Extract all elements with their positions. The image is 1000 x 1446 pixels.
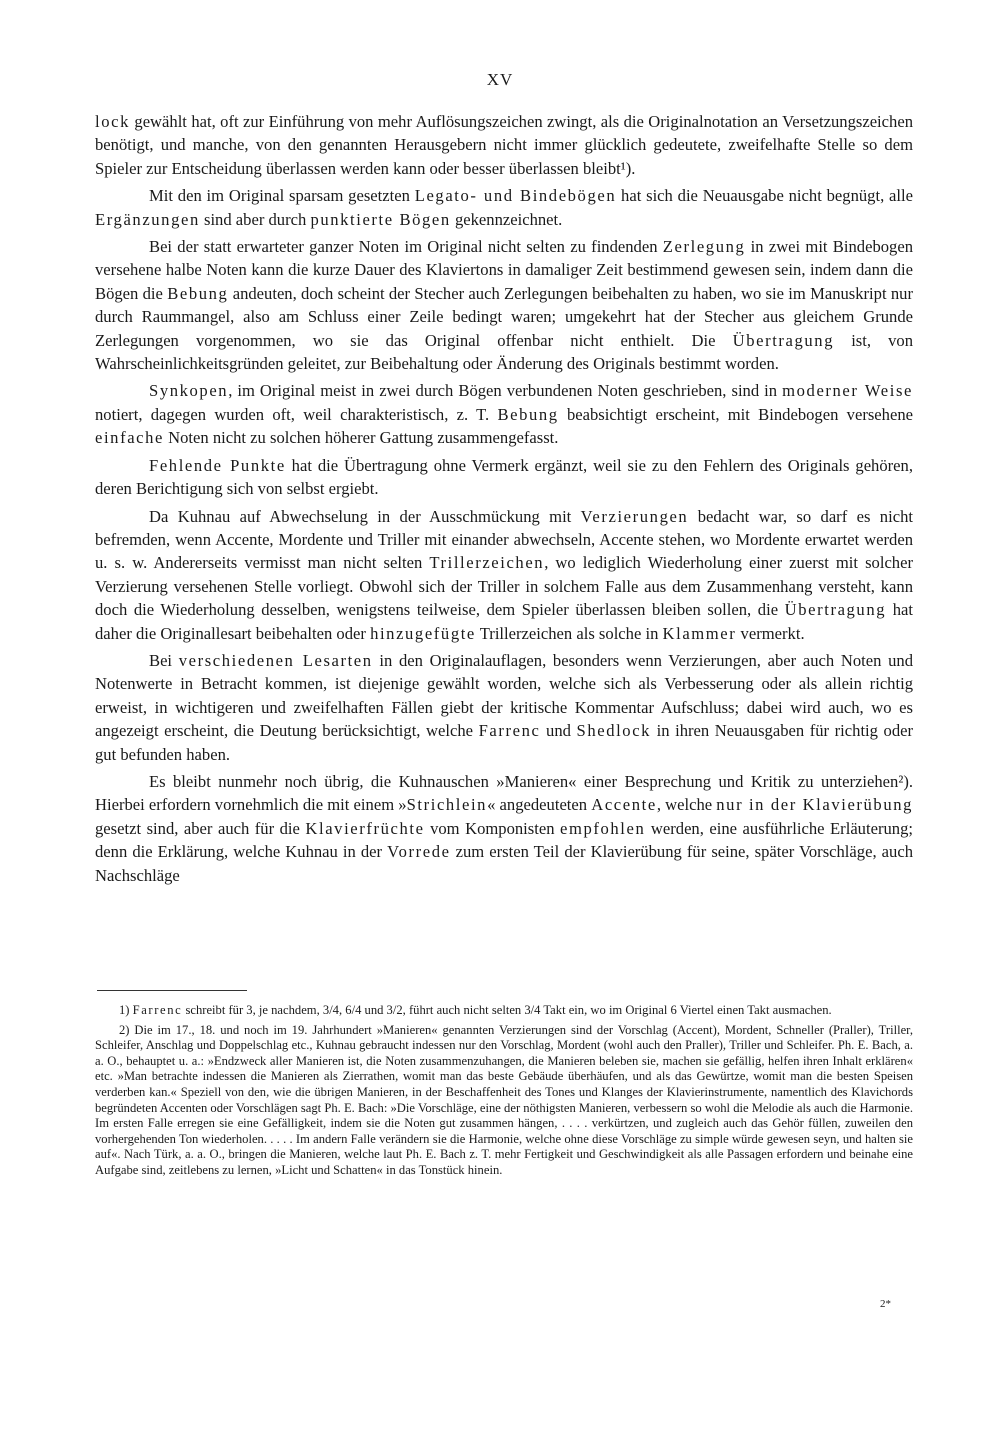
text-run: gesetzt sind, aber auch für die [95,818,306,838]
page-number: XV [486,70,514,89]
paragraph [95,379,913,449]
spaced-emphasis-text: verschiedenen Lesarten [178,650,373,670]
text-run: « angedeuteten [487,795,592,815]
text-run: in den Originalauflagen, besonders wenn Verzierungen, aber auch Noten und Notenwerte in Betracht kommen, ist diejenige gewählt worden, welche sich als Verbesserung oder als allein richtig erweist, in wichtigeren und zweifelhaften Fällen giebt der kritische Kommentar Aufschluss; dabei wird auch, wo es angezeigt erscheint, die Deutung berücksichtigt, welche [95,650,914,741]
text-run: werden, eine ausführliche Erläuterung; denn die Erklärung, welche Kuhnau in der [95,818,913,862]
spaced-emphasis-text: nur in der Klavierübung [716,795,914,815]
paragraph [95,110,913,180]
text-run: hat daher die Originallesart beibehalten oder [95,600,913,643]
text-run: 2) Die im 17., 18. und noch im 19. Jahrhundert »Manieren« genannten Verzierungen sind der Vorschlag (Accent), Mordent, Schneller (Praller), Triller, Schleifer, Anschlag und Doppelschlag etc., Kuhnau gebraucht indessen nur den Vorschlag, Mordent (wohl auch den Praller), Triller und Schleifer. Ph. E. Bach, a. a. O., behauptet u. a.: »Endzweck aller Manieren ist, die Noten zusammenzuhangen, die Manieren beleben sie, machen sie gefällig, helfen ihren Inhalt erklären« etc. »Man betrachte indessen die Manieren als Zierrathen, womit man das beste Gebäude überhäufen, und als das Gewürtze, womit man die besten Speisen verderben kan.« Speziell von den, wie die übrigen Manieren, in der Beschaffenheit des Tones und Klanges der Klavierinstrumente, namentlich des Klavichords begründeten Accenten oder Vorschlägen sagt Ph. E. Bach: »Die Vorschläge, eine der nöthigsten Manieren, verbessern so wohl die Melodie als auch die Harmonie. Im ersten Falle erregen sie eine Gefälligkeit, indem sie die Noten gut zusammen hängen, . . . . verkürtzen, und zugleich auch das Gehör füllen, zuweilen den vorhergehenden Ton wiederholen. . . . . Im andern Falle verändern sie die Harmonie, welche ohne diese Vorschläge zu simple würde gewesen seyn, und halten sie auf«. Nach Türk, a. a. O., bringen die Manieren, welche laut Ph. E. Bach z. T. mehr Fertigkeit und Geschwindigkeit als alle Passagen erfordern und beinahe eine Aufgabe sind, zeitlebens zu lernen, »Licht und Schatten« in das Tonstück hinein. [95,1022,913,1177]
text-run: ist, von Wahrscheinlichkeitsgründen geleitet, zur Beibehaltung oder Änderung des Originals bestimmt worden. [95,330,914,374]
text-run: Trillerzeichen als solche in [475,623,663,643]
footnotes [95,1003,913,1183]
paragraph [95,649,913,766]
spaced-emphasis-text: Strichlein [406,795,488,815]
text-run: Es bleibt nunmehr noch übrig, die Kuhnauschen »Manieren« einer Besprechung und Kritik zu unterziehen²). Hierbei erfordern vornehmlich die mit einem » [95,771,913,815]
paragraph [95,184,913,231]
paragraph [95,235,913,375]
spaced-emphasis-text: Vorrede [387,842,451,862]
paragraph [95,454,913,501]
paragraph [95,770,913,887]
spaced-emphasis-text: punktierte Bögen [310,209,451,229]
spaced-emphasis-text: Verzierungen [580,506,689,526]
text-run: sind aber durch [199,209,311,229]
text-run: andeuten, doch scheint der Stecher auch Zerlegungen beibehalten zu haben, wo sie im Manuskript nur durch Raummangel, also am Schluss einer Zeile bedingt waren; umgekehrt hat der Stecher aus gleichem Grunde Zerlegungen vorgenommen, wo sie das Original offenbar nicht enthielt. Die [95,283,913,350]
text-run: Mit den im Original sparsam gesetzten [149,186,415,206]
spaced-emphasis-text: Zerlegung [662,237,746,257]
spaced-emphasis-text: Farrenc [132,1003,183,1017]
text-run: Noten nicht zu solchen höherer Gattung zusammengefasst. [164,428,559,448]
text-run: hat die Übertragung ohne Vermerk ergänzt, weil sie zu den Fehlern des Originals gehören, deren Berichtigung sich von selbst ergiebt. [95,455,913,499]
spaced-emphasis-text: Legato- und Bindebögen [414,186,617,206]
signature-mark: 2* [880,1298,891,1310]
text-run: , im Original meist in zwei durch Bögen verbundenen Noten geschrieben, sind in [228,381,783,401]
footnote-divider [97,990,247,991]
spaced-emphasis-text: empfohlen [560,818,646,838]
text-run: , welche [656,795,717,815]
text-run: hat sich die Neuausgabe nicht begnügt, alle [616,186,913,206]
text-run: gewählt hat, oft zur Einführung von mehr Auflösungszeichen zwingt, als die Originalnotation an Versetzungszeichen benötigt, und manche, von den genannten Herausgebern nicht immer glücklich gedeutete, zweifelhafte Stelle so dem Spieler zur Entscheidung überlassen werden kann oder besser überlassen bleibt¹). [95,112,913,178]
spaced-emphasis-text: einfache [95,428,164,448]
text-run: gekennzeichnet. [450,209,563,229]
spaced-emphasis-text: Farrenc [478,721,541,741]
text-run: zum ersten Teil der Klavierübung für seine, später Vorschläge, auch Nachschläge [95,842,913,885]
text-run: in zwei mit Bindebogen versehene halbe Noten kann die kurze Dauer des Klaviertons in damaliger Zeit bestimmend gewesen sein, indem dann die Bögen die [95,237,913,303]
spaced-emphasis-text: hinzugefügte [370,623,476,643]
spaced-emphasis-text: Bebung [497,404,559,424]
footnote [95,1023,913,1179]
spaced-emphasis-text: moderner Weise [782,381,913,401]
text-run: 1) [119,1003,133,1017]
spaced-emphasis-text: Klavierfrüchte [305,818,425,838]
body-text [95,110,913,891]
spaced-emphasis-text: Shedlock [576,721,652,741]
text-run: in ihren Neuausgaben für richtig oder gut befunden haben. [95,721,914,764]
text-run: bedacht war, so darf es nicht befremden, wenn Accente, Mordente und Triller mit einander abwechseln, Accente stehen, wo Mordente erwartet werden u. s. w. Andererseits vermisst man nicht selten [95,506,913,573]
text-run: vermerkt. [736,623,805,643]
text-run: , wo lediglich Wiederholung einer zuerst mit solcher Verzierung versehenen Stelle vorliegt. Obwohl sich der Triller in solchem Falle aus dem Zusammenhang versteht, kann doch die Wiederholung desselben, wenigstens teilweise, dem Spieler überlassen bleiben sollen, die [95,553,913,620]
text-run: Bei der statt erwarteter ganzer Noten im Original nicht selten zu findenden [149,237,663,257]
text-run: und [540,721,577,741]
spaced-emphasis-text: Synkopen [149,381,229,401]
text-run: schreibt für 3, je nachdem, 3/4, 6/4 und 3/2, führt auch nicht selten 3/4 Takt ein, wo im Original 6 Viertel einen Takt ausmachen. [182,1003,832,1017]
spaced-emphasis-text: Übertragung [784,600,887,620]
spaced-emphasis-text: Ergänzungen [95,209,200,229]
spaced-emphasis-text: Trillerzeichen [429,553,545,573]
text-run: notiert, dagegen wurden oft, weil charakteristisch, z. T. [95,404,498,424]
text-run: vom Komponisten [424,818,561,838]
paragraph [95,505,913,645]
spaced-emphasis-text: Klammer [662,623,737,643]
text-run: Bei [149,650,179,670]
spaced-emphasis-text: Accente [591,795,657,815]
text-run: Da Kuhnau auf Abwechselung in der Ausschmückung mit [149,506,581,526]
text-run: beabsichtigt erscheint, mit Bindebogen versehene [558,404,913,424]
spaced-emphasis-text: lock [95,112,130,131]
footnote [95,1003,913,1019]
spaced-emphasis-text: Fehlende Punkte [149,455,286,475]
spaced-emphasis-text: Übertragung [732,330,835,350]
spaced-emphasis-text: Bebung [167,283,229,303]
